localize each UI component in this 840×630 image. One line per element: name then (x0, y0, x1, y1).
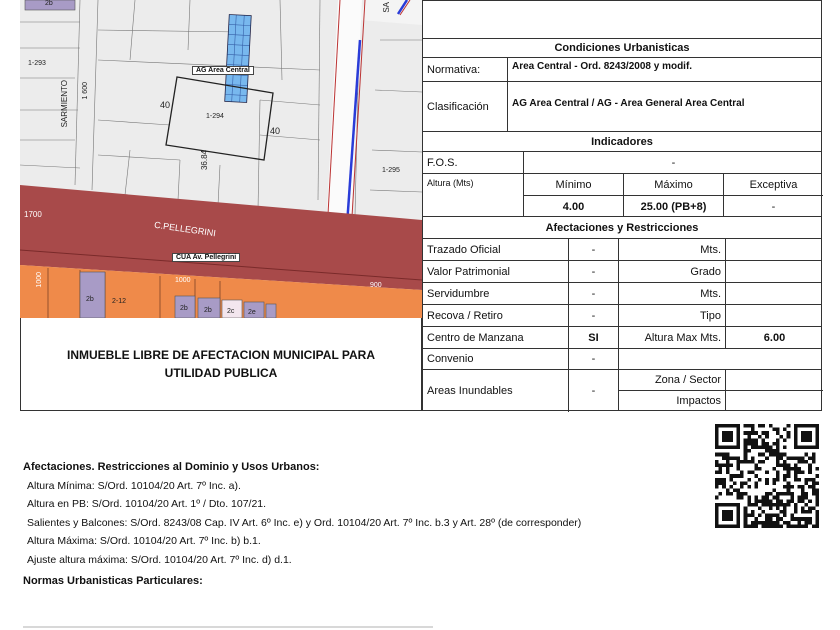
convenio-row (423, 349, 821, 370)
impactos-label: Impactos (618, 391, 725, 411)
normas-title: Normas Urbanisticas Particulares: (23, 575, 203, 587)
qr-code-icon[interactable] (714, 424, 820, 528)
street-label-sarmiento: SARMIENTO (60, 80, 69, 128)
lot-label: 2-12 (112, 298, 127, 305)
lot-label: 2b (180, 305, 188, 312)
minimo-value: 4.00 (523, 196, 623, 217)
number-label: 1000 (175, 277, 191, 284)
restriction-row (423, 283, 821, 305)
fos-row (423, 152, 821, 174)
convenio-value: - (568, 349, 618, 369)
centro-value: SI (568, 327, 618, 348)
panel-top-blank (423, 1, 821, 39)
number-label: 900 (370, 282, 382, 289)
map-view[interactable] (20, 0, 422, 318)
condiciones-header-row (423, 39, 821, 58)
block-label: 1-295 (382, 167, 400, 174)
fos-value: - (523, 152, 823, 173)
altura-label: Altura (Mts) (427, 178, 474, 188)
normativa-label: Normativa: (427, 63, 481, 76)
notice-text: INMUEBLE LIBRE DE AFECTACION MUNICIPAL PARA UTILIDAD PUBLICA (67, 348, 375, 380)
dimension-label: 40 (160, 100, 171, 110)
restriction-extra (725, 305, 823, 326)
afectaciones-header: Afectaciones y Restricciones (545, 221, 699, 234)
restriction-extra (725, 239, 823, 260)
inundables-row (423, 370, 821, 412)
lot-label: 2b (204, 307, 212, 314)
altura-row (423, 174, 821, 217)
indicadores-header: Indicadores (591, 135, 653, 148)
zona-value (725, 370, 823, 390)
indicadores-header-row (423, 132, 821, 152)
legal-item: Ajuste altura máxima: S/Ord. 10104/20 Art. 7º Inc. d) d.1. (27, 553, 292, 566)
restriction-unit: Mts. (618, 239, 725, 260)
number-label: 1 600 (82, 82, 89, 100)
centro-row (423, 327, 821, 349)
number-label: 1000 (36, 272, 43, 288)
restriction-label: Trazado Oficial (427, 243, 501, 256)
lot-label: 2c (227, 308, 235, 315)
zona-label: Zona / Sector (618, 370, 725, 390)
street-label-sa: SA (382, 2, 391, 13)
restriction-label: Servidumbre (427, 287, 490, 300)
restriction-extra (725, 261, 823, 282)
lot-label: 2b (45, 0, 53, 7)
centro-label: Centro de Manzana (427, 331, 524, 344)
inundables-label: Areas Inundables (427, 385, 513, 397)
block-label: 1-293 (28, 60, 46, 67)
footer-divider (23, 626, 433, 628)
restriction-row (423, 305, 821, 327)
dimension-label: 40 (270, 126, 281, 136)
zone-tag-ag: AG Area Central (192, 66, 254, 75)
restriction-unit: Grado (618, 261, 725, 282)
restriction-value: - (568, 261, 618, 282)
zone-tag-cua: CUA Av. Pellegrini (172, 253, 240, 262)
restriction-row (423, 239, 821, 261)
fos-label: F.O.S. (427, 156, 458, 169)
legal-title: Afectaciones. Restricciones al Dominio y Usos Urbanos: (23, 461, 320, 473)
normativa-row (423, 58, 821, 82)
block-label: 1-294 (206, 113, 224, 120)
normativa-value: Area Central - Ord. 8243/2008 y modif. (507, 58, 823, 81)
impactos-value (725, 391, 823, 411)
altura-max-value: 6.00 (725, 327, 823, 348)
excepcional-label: Exceptiva (723, 174, 823, 195)
afectaciones-header-row (423, 217, 821, 239)
dimension-label: 36.84 (200, 150, 209, 171)
restriction-value: - (568, 239, 618, 260)
inundables-value: - (568, 370, 618, 412)
legal-item: Altura en PB: S/Ord. 10104/20 Art. 1º / Dto. 107/21. (27, 498, 267, 510)
restriction-row (423, 261, 821, 283)
maximo-label: Máximo (623, 174, 723, 195)
lot-label: 2e (248, 309, 256, 316)
legal-item: Altura Mínima: S/Ord. 10104/20 Art. 7º Inc. a). (27, 479, 241, 492)
convenio-extra (618, 349, 823, 369)
convenio-label: Convenio (427, 353, 474, 365)
minimo-label: Mínimo (523, 174, 623, 195)
restriction-unit: Mts. (618, 283, 725, 304)
street-label-pellegrini: C.PELLEGRINI (153, 219, 217, 239)
legal-section (23, 458, 723, 569)
restriction-label: Valor Patrimonial (427, 265, 510, 278)
restriction-unit: Tipo (618, 305, 725, 326)
number-label: 1700 (24, 210, 42, 219)
restriction-extra (725, 283, 823, 304)
notice-box (20, 318, 422, 411)
lot-label: 2b (86, 296, 94, 303)
restriction-value: - (568, 305, 618, 326)
map-graphic (20, 0, 422, 318)
legal-item: Altura Máxima: S/Ord. 10104/20 Art. 7º Inc. b) b.1. (27, 535, 261, 547)
urban-conditions-panel (422, 0, 822, 411)
altura-max-label: Altura Max Mts. (618, 327, 725, 348)
condiciones-header: Condiciones Urbanisticas (554, 42, 690, 54)
legal-item: Salientes y Balcones: S/Ord. 8243/08 Cap. IV Art. 6º Inc. e) y Ord. 10104/20 Art. 7º Inc. b.3 y Art. 28º (de corresponder) (27, 516, 582, 529)
clasificacion-value: AG Area Central / AG - Area General Area Central (507, 82, 823, 131)
maximo-value: 25.00 (PB+8) (623, 196, 723, 217)
clasificacion-row (423, 82, 821, 132)
restriction-label: Recova / Retiro (427, 309, 503, 322)
restriction-value: - (568, 283, 618, 304)
clasificacion-label: Clasificación (427, 100, 489, 113)
excepcional-value: - (723, 196, 823, 217)
